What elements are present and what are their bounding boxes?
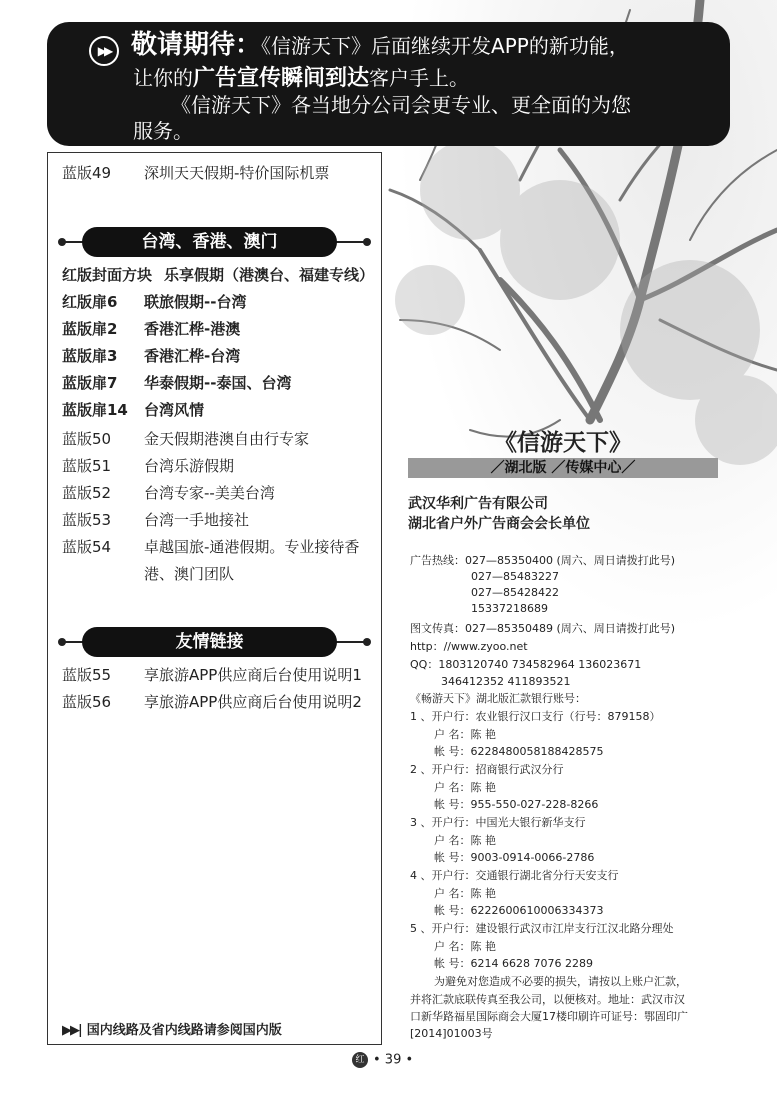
bank-line: 户 名：陈 艳: [434, 834, 496, 847]
banner-line4: 服务。: [133, 119, 193, 143]
bank-line: 帐 号：6228480058188428575: [434, 745, 604, 758]
banner-line2-post: 客户手上。: [369, 66, 470, 90]
route-index-box: [47, 152, 382, 1045]
fax-line: 图文传真：027—85350489 (周六、周日请拨打此号): [410, 622, 676, 635]
list-item[interactable]: 蓝版49 深圳天天假期-特价国际机票: [62, 164, 330, 182]
ad-hotline: 广告热线：027—85350400 (周六、周日请拨打此号): [410, 554, 676, 567]
bank-line: 3 、开户行：中国光大银行新华支行: [410, 816, 586, 829]
section-title: 台湾、香港、澳门: [82, 227, 337, 257]
bank-line: 1 、开户行：农业银行汉口支行（行号：879158）: [410, 710, 661, 723]
notice-text: 口新华路福星国际商会大厦17楼印刷许可证号：鄂固印广: [410, 1010, 688, 1023]
section-header-links: [58, 627, 371, 657]
banner-emphasis: 广告宣传瞬间到达: [193, 66, 370, 91]
website-link[interactable]: http：//www.zyoo.net: [410, 640, 528, 653]
phone-line: 027—85483227: [471, 570, 559, 583]
phone-line: 027—85428422: [471, 586, 559, 599]
red-edition-seal-icon: 红: [352, 1052, 368, 1068]
list-item[interactable]: 蓝版54 卓越国旅-通港假期。专业接待香: [62, 538, 360, 556]
bank-line: 户 名：陈 艳: [434, 728, 496, 741]
bank-line: 5 、开户行：建设银行武汉市江岸支行江汉北路分理处: [410, 922, 674, 935]
list-item[interactable]: 蓝版52 台湾专家--美美台湾: [62, 484, 275, 502]
bank-line: 帐 号：955-550-027-228-8266: [434, 798, 599, 811]
bank-line: 户 名：陈 艳: [434, 940, 496, 953]
list-item[interactable]: 蓝版扉3 香港汇桦-台湾: [62, 347, 241, 365]
list-item[interactable]: 红版扉6 联旅假期--台湾: [62, 293, 247, 311]
bank-line: 户 名：陈 艳: [434, 781, 496, 794]
notice-text: 为避免对您造成不必要的损失，请按以上账户汇款，: [434, 975, 687, 988]
publication-subtitle: ／湖北版 ／传媒中心／: [408, 458, 718, 478]
banner-line3: 《信游天下》各当地分公司会更专业、更全面的为您: [171, 93, 631, 117]
company-role: 湖北省户外广告商会会长单位: [408, 516, 590, 532]
section-title: 友情链接: [82, 627, 337, 657]
banner-headline: 敬请期待：: [131, 30, 262, 60]
promo-banner: [47, 22, 730, 146]
list-item[interactable]: 蓝版扉7 华泰假期--泰国、台湾: [62, 374, 292, 392]
list-item[interactable]: 蓝版53 台湾一手地接社: [62, 511, 250, 529]
bank-heading: 《畅游天下》湖北版汇款银行账号：: [410, 692, 586, 705]
banner-line2-pre: 让你的: [133, 66, 193, 90]
bank-line: 户 名：陈 艳: [434, 887, 496, 900]
page-number: 红 • 39 •: [352, 1052, 413, 1068]
bank-line: 帐 号：6214 6628 7076 2289: [434, 957, 593, 970]
qq-line: QQ：1803120740 734582964 136023671: [410, 658, 642, 671]
list-item[interactable]: 蓝版50 金天假期港澳自由行专家: [62, 430, 310, 448]
fast-forward-icon: ▶▶: [89, 36, 119, 66]
list-item[interactable]: 蓝版51 台湾乐游假期: [62, 457, 235, 475]
arrow-right-icon: ▶▶|: [62, 1023, 81, 1038]
bank-line: 帐 号：9003-0914-0066-2786: [434, 851, 595, 864]
list-item[interactable]: 红版封面方块 乐享假期（港澳台、福建专线）: [62, 266, 375, 284]
list-item[interactable]: 蓝版扉2 香港汇桦-港澳: [62, 320, 241, 338]
list-item[interactable]: 蓝版55 享旅游APP供应商后台使用说明1: [62, 666, 362, 684]
notice-text: 并将汇款底联传真至我公司，以便核对。地址：武汉市汉: [410, 993, 685, 1006]
list-item[interactable]: 蓝版扉14 台湾风情: [62, 401, 205, 419]
company-name: 武汉华利广告有限公司: [408, 496, 548, 512]
domestic-routes-note: ▶▶| 国内线路及省内线路请参阅国内版: [62, 1023, 282, 1038]
phone-line: 15337218689: [471, 602, 548, 615]
notice-text: [2014]01003号: [410, 1027, 493, 1040]
publication-title: 《信游天下》: [494, 430, 632, 456]
list-item[interactable]: 蓝版56 享旅游APP供应商后台使用说明2: [62, 693, 362, 711]
list-item-continuation: 港、澳门团队: [144, 565, 235, 583]
bank-line: 2 、开户行：招商银行武汉分行: [410, 763, 564, 776]
bank-line: 帐 号：6222600610006334373: [434, 904, 604, 917]
banner-line1: 《信游天下》后面继续开发APP的新功能，: [261, 34, 629, 58]
section-header-taiwan-hk-macau: [58, 227, 371, 257]
bank-line: 4 、开户行：交通银行湖北省分行天安支行: [410, 869, 619, 882]
qq-line: 346412352 411893521: [441, 675, 571, 688]
